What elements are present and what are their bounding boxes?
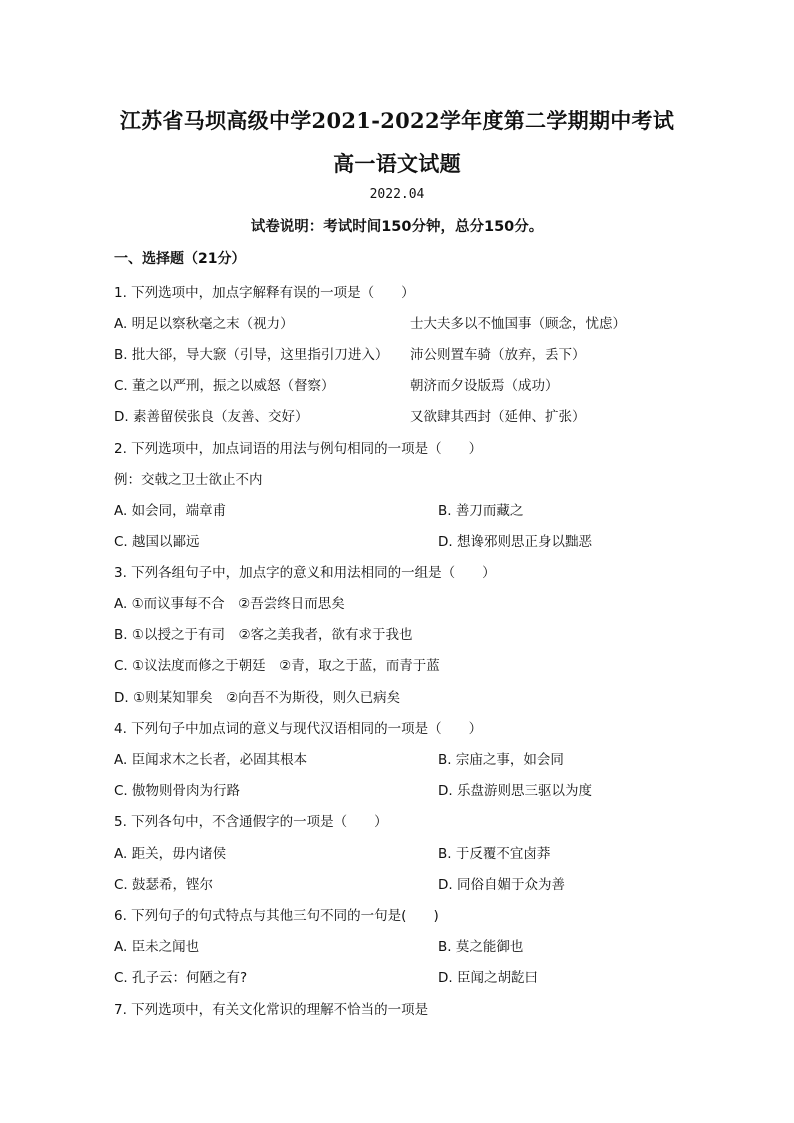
question-4-option-b: B. 宗庙之事，如会同 [438, 752, 564, 768]
question-3-option-b: B. ①以授之于有司 ②客之美我者，欲有求于我也 [114, 627, 413, 643]
question-4-option-d: D. 乐盘游则思三驱以为度 [438, 783, 592, 799]
question-1-option-c2: 朝济而夕设版焉（成功） [410, 378, 559, 394]
question-1-option-a2: 士大夫多以不恤国事（顾念，忧虑） [410, 316, 626, 332]
question-1-option-d2: 又欲肆其西封（延伸、扩张） [410, 409, 586, 425]
question-3-option-c: C. ①议法度而修之于朝廷 ②青，取之于蓝，而青于蓝 [114, 658, 440, 674]
question-5-option-a: A. 距关，毋内诸侯 [114, 846, 227, 862]
question-6-option-a: A. 臣未之闻也 [114, 939, 200, 955]
question-4-option-a: A. 臣闻求木之长者，必固其根本 [114, 752, 308, 768]
question-1-option-c: C. 董之以严刑，振之以威怒（督察） [114, 378, 335, 394]
question-6-option-b: B. 莫之能御也 [438, 939, 524, 955]
question-6-option-d: D. 臣闻之胡龁曰 [438, 970, 538, 986]
question-5-option-d: D. 同俗自媚于众为善 [438, 877, 565, 893]
question-5-option-b: B. 于反覆不宜卤莽 [438, 846, 551, 862]
question-3-stem: 3. 下列各组句子中，加点字的意义和用法相同的一组是（ ） [114, 565, 496, 581]
question-2-option-b: B. 善刀而藏之 [438, 503, 524, 519]
question-2-example: 例：交戟之卫士欲止不内 [114, 472, 263, 488]
exam-instructions: 试卷说明：考试时间150分钟，总分150分。 [250, 219, 544, 235]
question-5-option-c: C. 鼓瑟希，铿尔 [114, 877, 214, 893]
question-6-stem: 6. 下列句子的句式特点与其他三句不同的一句是( ) [114, 908, 439, 924]
question-2-option-c: C. 越国以鄙远 [114, 534, 200, 550]
section-heading: 一、选择题（21分） [114, 251, 246, 267]
question-1-option-b2: 沛公则置车骑（放弃，丢下） [410, 347, 586, 363]
question-3-option-d: D. ①则某知罪矣 ②向吾不为斯役，则久已病矣 [114, 690, 401, 706]
question-2-stem: 2. 下列选项中，加点词语的用法与例句相同的一项是（ ） [114, 441, 483, 457]
question-7-stem: 7. 下列选项中，有关文化常识的理解不恰当的一项是 [114, 1002, 429, 1018]
question-2-option-a: A. 如会同，端章甫 [114, 503, 227, 519]
question-1-option-d: D. 素善留侯张良（友善、交好） [114, 409, 309, 425]
question-3-option-a: A. ①而议事每不合 ②吾尝终日而思矣 [114, 596, 345, 612]
question-1-stem: 1. 下列选项中，加点字解释有误的一项是（ ） [114, 285, 415, 301]
question-6-option-c: C. 孔子云：何陋之有? [114, 970, 248, 986]
exam-date: 2022.04 [369, 187, 425, 202]
question-4-option-c: C. 傲物则骨肉为行路 [114, 783, 241, 799]
exam-subtitle: 高一语文试题 [333, 151, 461, 176]
question-1-option-a: A. 明足以察秋毫之末（视力） [114, 316, 294, 332]
question-4-stem: 4. 下列句子中加点词的意义与现代汉语相同的一项是（ ） [114, 721, 483, 737]
question-5-stem: 5. 下列各句中，不含通假字的一项是（ ） [114, 814, 388, 830]
exam-title: 江苏省马坝高级中学2021-2022学年度第二学期期中考试 [119, 108, 675, 133]
question-2-option-d: D. 想谗邪则思正身以黜恶 [438, 534, 592, 550]
question-1-option-b: B. 批大郤，导大窾（引导，这里指引刀进入） [114, 347, 389, 363]
